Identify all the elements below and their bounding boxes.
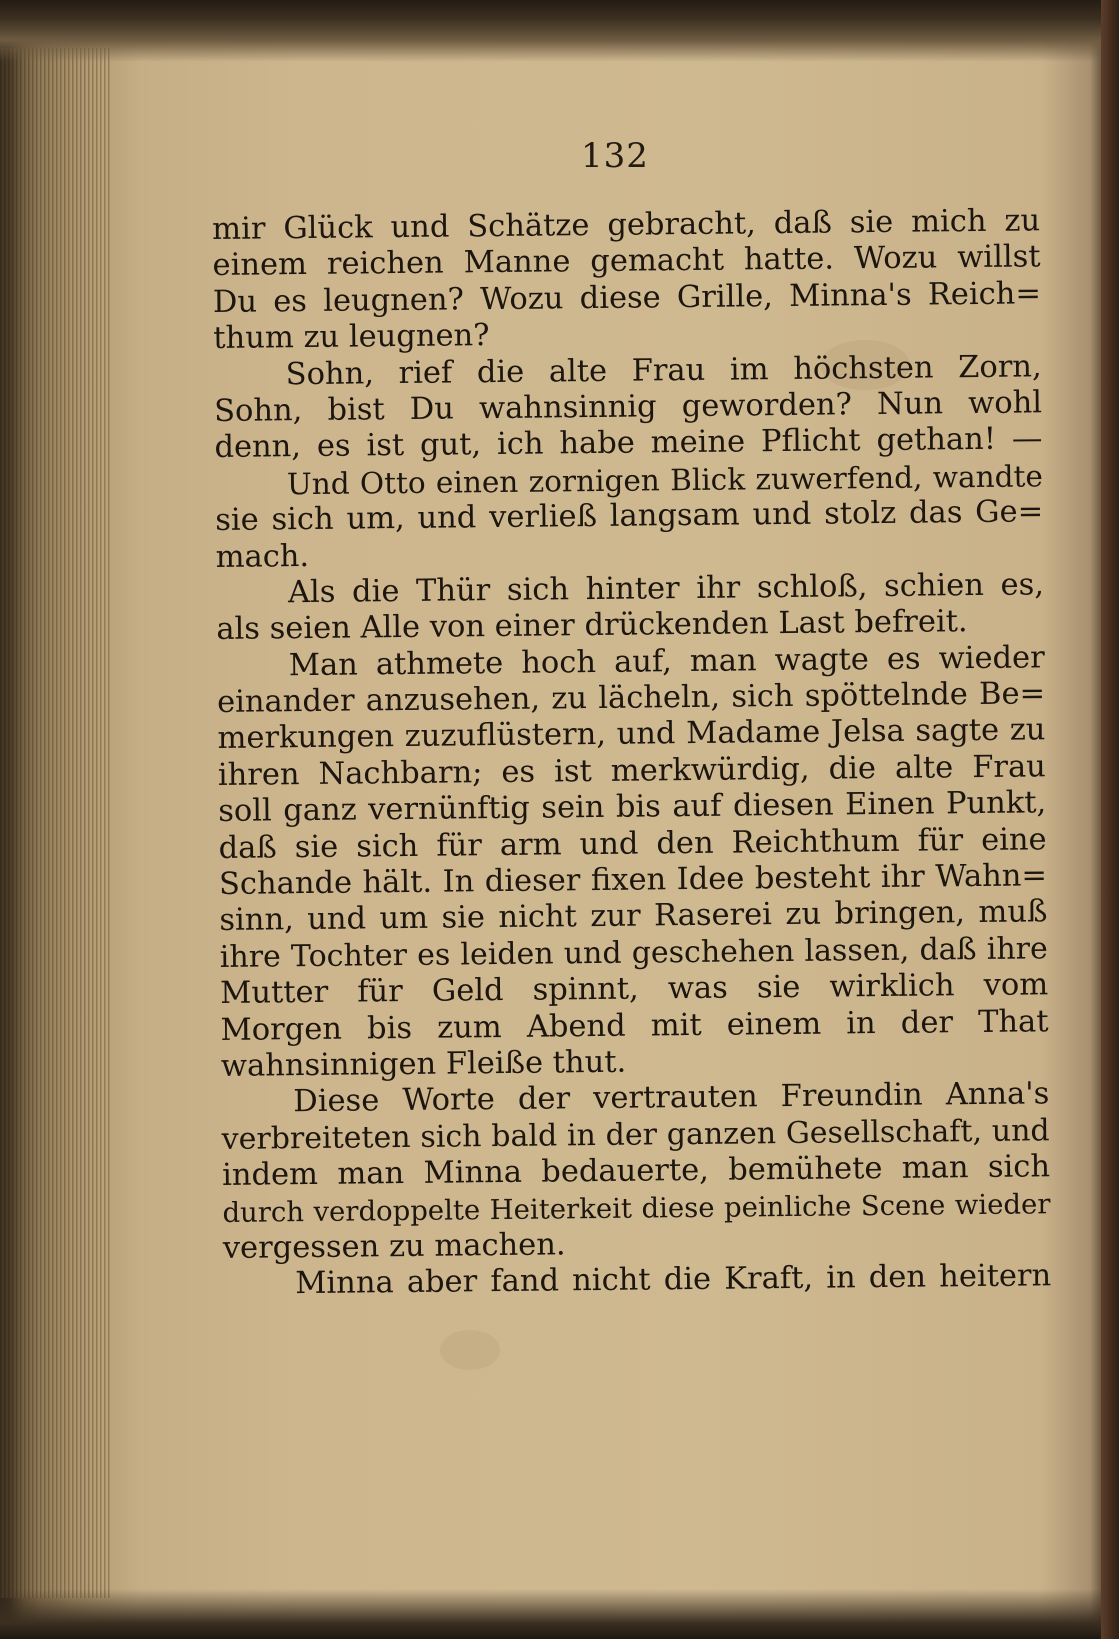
text-line: wahnsinnigen Fleiße thut.	[220, 1044, 627, 1084]
top-shadow	[0, 0, 1119, 62]
text-line: Und Otto einen zornigen Blick zuwerfend, wandte	[286, 459, 1043, 501]
text-line: ihren Nachbarn; es ist merkwürdig, die alte Frau	[217, 749, 1047, 793]
text-line: verbreiteten sich bald in der ganzen Gesellschaft, und	[221, 1113, 1050, 1157]
text-line: einem reichen Manne gemacht hatte. Wozu willst	[212, 239, 1041, 284]
text-line: Sohn, bist Du wahnsinnig geworden? Nun wohl	[213, 385, 1043, 429]
text-line: indem man Minna bedauerte, bemühete man sich	[221, 1149, 1051, 1194]
text-line: mir Glück und Schätze gebracht, daß sie mich zu	[212, 203, 1041, 247]
text-line: Morgen bis zum Abend mit einem in der That	[220, 1003, 1049, 1048]
text-line: Minna aber fand nicht die Kraft, in den heitern	[295, 1258, 1052, 1302]
text-line: sie sich um, und verließ langsam und stolz das Ge=	[215, 494, 1044, 539]
paper-stain	[440, 1330, 500, 1370]
text-line: ihre Tochter es leiden und geschehen lassen, daß ihre	[219, 931, 1048, 975]
text-line: durch verdoppelte Heiterkeit diese peinliche Scene wieder	[222, 1187, 1051, 1229]
text-line: Als die Thür sich hinter ihr schloß, schien es,	[287, 567, 1045, 611]
body-text	[212, 203, 1051, 1303]
text-line: Mutter für Geld spinnt, was sie wirklich vom	[220, 967, 1049, 1012]
text-line: Man athmete hoch auf, man wagte es wieder	[288, 639, 1045, 683]
book-cover-edge	[1101, 0, 1119, 1639]
text-line: Du es leugnen? Wozu diese Grille, Minna's Reich=	[212, 276, 1042, 320]
bottom-shadow	[0, 1589, 1119, 1639]
page-number: 132	[581, 136, 649, 176]
text-line: denn, es ist gut, ich habe meine Pflicht gethan! —	[214, 421, 1043, 466]
text-line: vergessen zu machen.	[222, 1227, 566, 1266]
text-line: merkungen zuzuflüstern, und Madame Jelsa sagte zu	[217, 712, 1046, 757]
text-line: daß sie sich für arm und den Reichthum für eine	[218, 821, 1047, 866]
text-line: sinn, und um sie nicht zur Raserei zu bringen, muß	[219, 894, 1048, 939]
text-line: thum zu leugnen?	[213, 318, 490, 357]
text-line: Schande hält. In dieser fixen Idee besteht ihr Wahn=	[218, 858, 1048, 902]
text-line: soll ganz vernünftig sein bis auf diesen Einen Punkt,	[218, 785, 1047, 830]
text-line: einander anzusehen, zu lächeln, sich spöttelnde Be=	[216, 676, 1046, 721]
page-edges	[0, 48, 110, 1598]
text-line: als seien Alle von einer drückenden Last befreit.	[216, 604, 968, 648]
text-line: mach.	[215, 538, 310, 575]
text-line: Sohn, rief die alte Frau im höchsten Zorn,	[285, 348, 1042, 392]
text-line: Diese Worte der vertrauten Freundin Anna's	[293, 1076, 1050, 1120]
